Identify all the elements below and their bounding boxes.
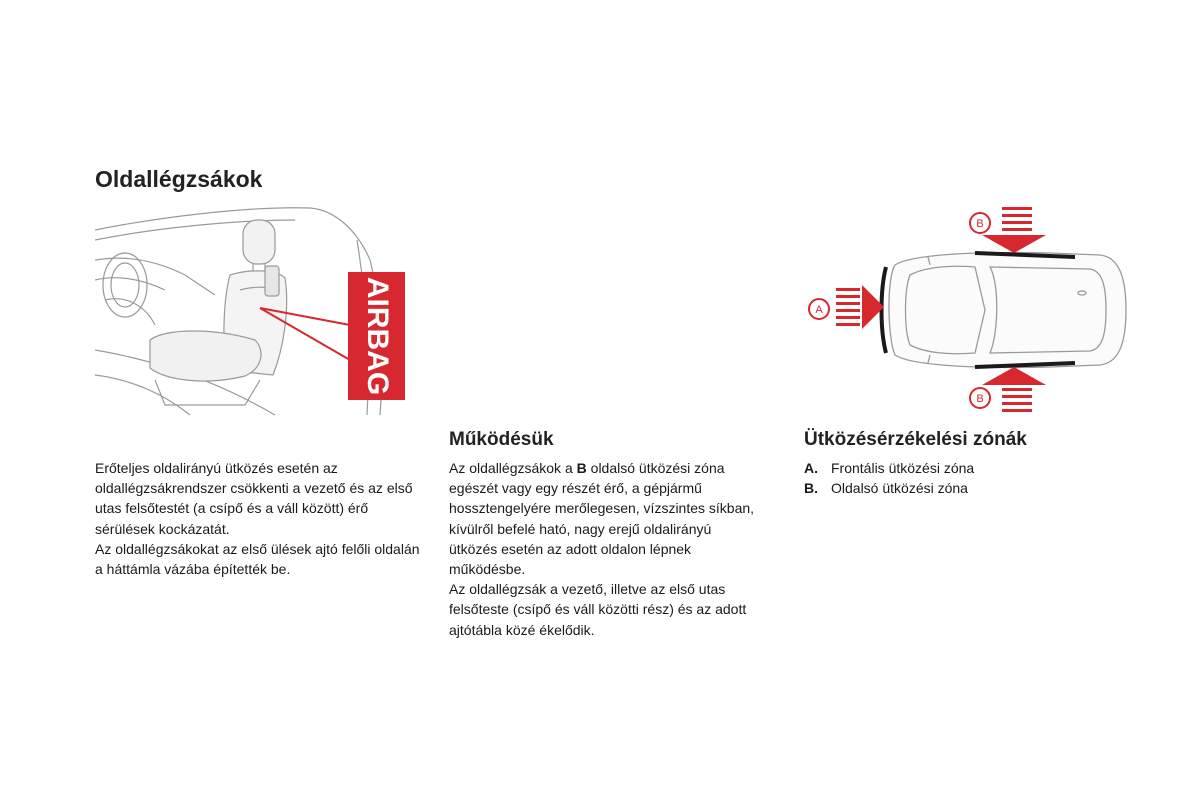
operation-heading: Működésük [449, 429, 554, 450]
zone-description: Frontális ütközési zóna [831, 460, 975, 476]
marker-b-bottom: B [976, 393, 984, 405]
page-title: Oldallégzsákok [95, 166, 263, 192]
marker-b-top: B [976, 218, 984, 230]
list-item [804, 478, 974, 498]
operation-paragraph [449, 458, 759, 579]
impact-zones-diagram [800, 205, 1135, 415]
list-item [804, 458, 974, 478]
marker-a: A [815, 304, 823, 316]
left-text [95, 458, 425, 579]
operation-text-start: Az oldallégzsákok a [449, 460, 577, 476]
zone-letter: B. [804, 480, 818, 497]
operation-text-end: oldalsó ütközési zóna egészét vagy egy részét érő, a gépjármű hossztengelyére merőlegesen, vízszintes síkban, kívülről befelé ható, nagy erejű oldalirányú ütközés esetén az adott oldalon lépnek működésbe. [449, 460, 755, 578]
middle-text [449, 458, 759, 640]
location-paragraph: Az oldallégzsákokat az első ülések ajtó felőli oldalán a háttámla vázába építették be. [95, 540, 420, 578]
zone-b-reference: B [576, 460, 587, 476]
intro-paragraph: Erőteljes oldalirányú ütközés esetén az oldallégzsákrendszer csökkenti a vezető és az első utas felsőtestét (a csípő és a váll között) érő sérülések kockázatát. [95, 460, 413, 537]
zones-heading: Ütközésérzékelési zónák [804, 429, 1027, 450]
airbag-label: AIRBAG [361, 276, 395, 396]
zones-list [804, 458, 974, 498]
zone-description: Oldalsó ütközési zóna [831, 480, 968, 497]
seat-airbag-illustration [95, 200, 415, 420]
zone-letter: A. [804, 460, 818, 476]
deployment-paragraph: Az oldallégzsák a vezető, illetve az első utas felsőteste (csípő és váll közötti rész) és az adott ajtótábla közé ékelődik. [449, 581, 747, 638]
